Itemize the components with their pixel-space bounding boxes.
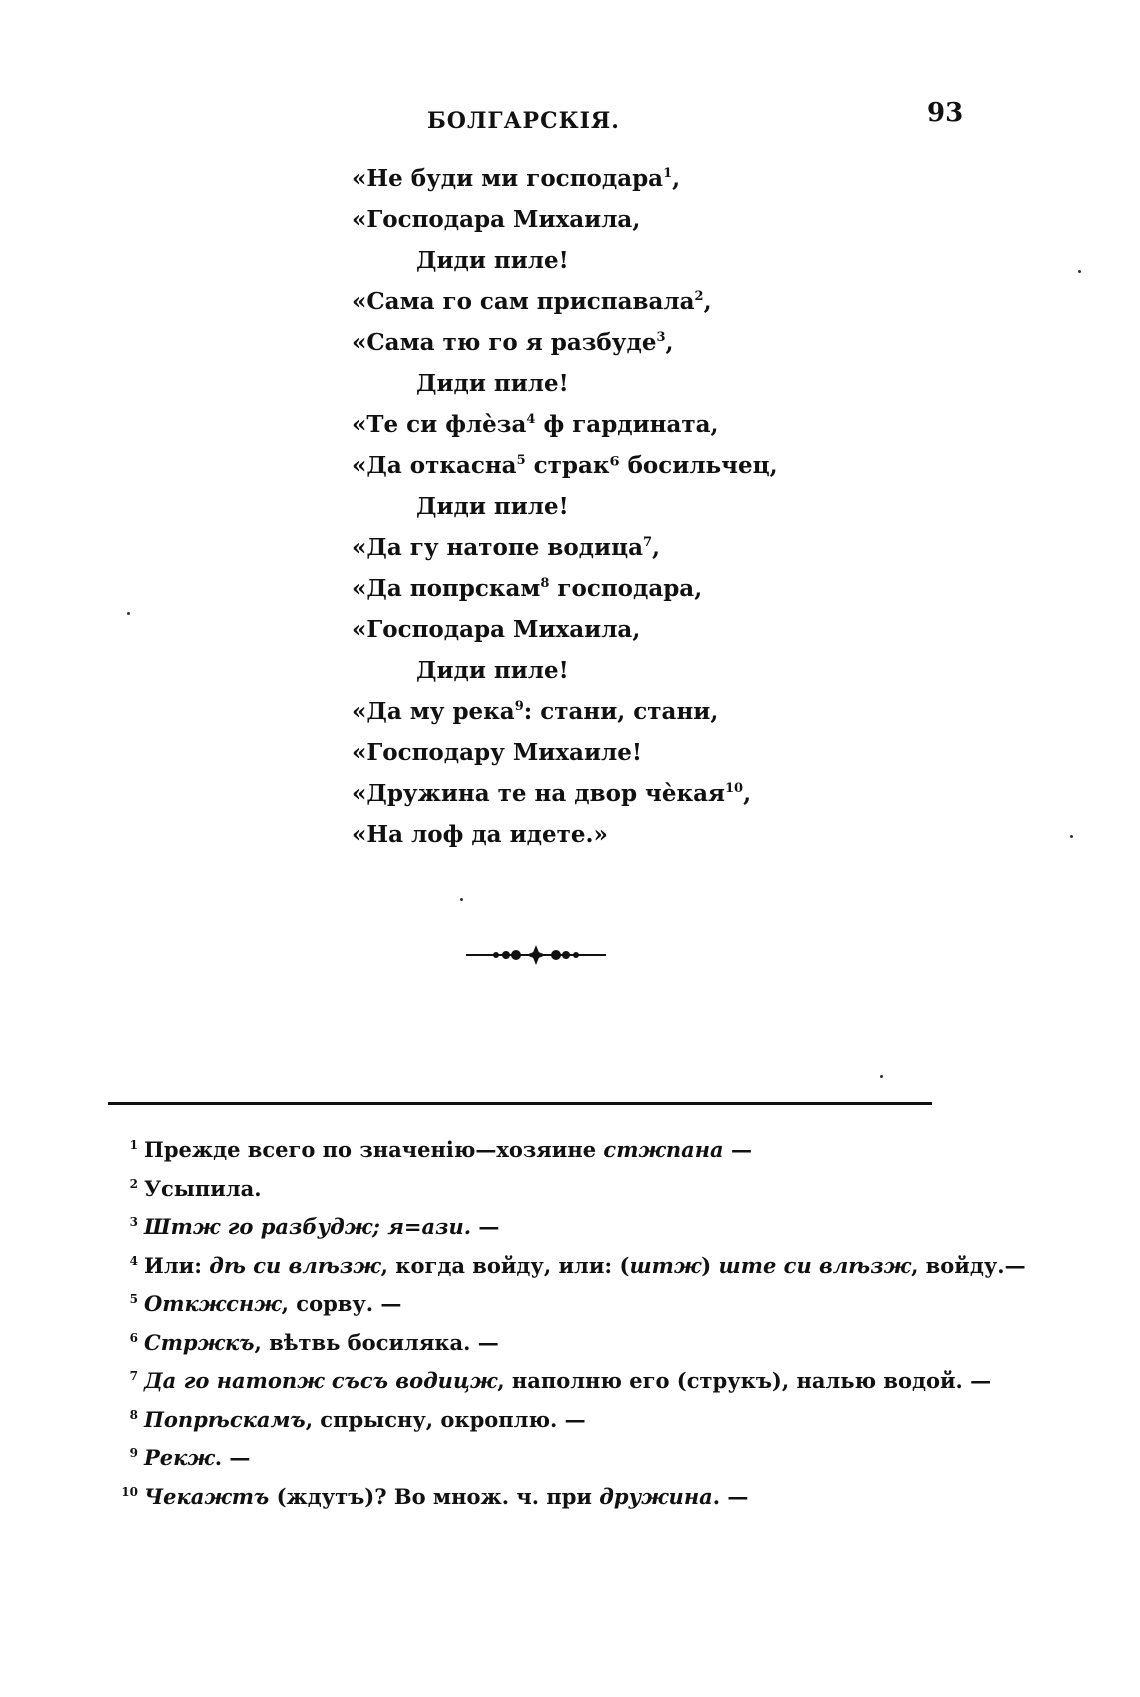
poem-refrain-line <box>352 650 912 691</box>
poem-line-text: Диди пиле! <box>416 493 569 520</box>
poem-line-text: «Да гу натопе водица <box>352 534 643 561</box>
footnote-text: . — <box>214 1445 251 1470</box>
footnote-item <box>112 1280 992 1319</box>
poem-line-text: «Господара Михаила, <box>352 616 641 643</box>
poem-line-tail: страк⁶ босильчец, <box>525 452 778 479</box>
poem-line-tail: , <box>703 288 712 315</box>
footnote-number: 1 <box>129 1138 138 1152</box>
footnote-marker: 4 <box>526 412 536 427</box>
print-speck <box>127 612 130 615</box>
poem-line-text: «Господара Михаила, <box>352 206 641 233</box>
poem-line-tail: , <box>743 780 752 807</box>
footnote-item <box>112 1434 992 1473</box>
footnote-text: . — <box>712 1483 749 1509</box>
print-speck <box>880 1075 883 1078</box>
footnote-marker: 3 <box>656 330 666 345</box>
footnote-number: 2 <box>129 1176 138 1191</box>
ornament-divider-icon <box>466 944 606 966</box>
poem-refrain-line <box>352 363 912 404</box>
footnote-item <box>112 1396 992 1435</box>
footnote-number: 8 <box>129 1407 138 1422</box>
footnote-italic-text: дружина <box>599 1483 713 1509</box>
footnote-marker: 10 <box>725 781 744 796</box>
footnote-number: 5 <box>129 1292 138 1306</box>
poem-line-text: «Да му река <box>352 698 515 725</box>
footnote-text: — <box>723 1137 752 1162</box>
footnote-item <box>112 1473 992 1512</box>
footnote-italic-text: Рекж <box>144 1445 215 1470</box>
poem-line-text: Диди пиле! <box>416 247 569 274</box>
poem-line-text: «Не буди ми господара <box>352 165 664 192</box>
poem-line <box>352 322 912 363</box>
poem-line <box>352 814 912 855</box>
footnote-text: , когда войду, или: ( <box>380 1252 630 1278</box>
footnote-item <box>112 1165 992 1204</box>
poem-line <box>352 568 912 609</box>
poem-line-tail: , <box>665 329 674 356</box>
print-speck <box>1078 270 1081 273</box>
poem-line <box>352 199 912 240</box>
footnote-text: (ждутъ)? Во множ. ч. при <box>269 1483 600 1509</box>
footnote-item <box>112 1126 992 1165</box>
poem-refrain-line <box>352 240 912 281</box>
footnote-marker: 8 <box>540 576 550 591</box>
footnote-text: , вѣтвь босиляка. — <box>254 1329 499 1355</box>
poem-line <box>352 404 912 445</box>
footnote-italic-text: Попрѣскамъ <box>144 1406 306 1432</box>
poem-line-tail: , <box>652 534 661 561</box>
footnote-text: , спрысну, окроплю. — <box>305 1406 586 1432</box>
poem-refrain-line <box>352 486 912 527</box>
poem-text <box>352 158 912 855</box>
footnote-italic-text: штж <box>629 1252 702 1278</box>
footnote-italic-text: ште си влѣзж <box>718 1252 912 1278</box>
footnote-number: 7 <box>129 1369 138 1383</box>
footnote-item <box>112 1319 992 1358</box>
footnote-italic-text: стжпана <box>603 1137 724 1162</box>
footnote-number: 4 <box>129 1253 138 1268</box>
footnote-italic-text: дѣ си влѣзж <box>209 1252 381 1278</box>
footnote-marker: 7 <box>642 535 653 550</box>
poem-line-text: «Господару Михаиле! <box>352 739 642 766</box>
footnote-italic-text: Да го натопж съсъ водицж <box>144 1368 498 1393</box>
footnote-text: — <box>471 1214 500 1239</box>
poem-line-tail: ф гардината, <box>535 411 719 438</box>
poem-line <box>352 773 912 814</box>
poem-line-text: «Дружина те на двор чѐкая <box>352 780 726 807</box>
footnote-item <box>112 1203 992 1242</box>
footnote-italic-text: Стржкъ <box>144 1329 255 1355</box>
footnote-text: ) <box>701 1252 719 1278</box>
footnote-marker: 9 <box>514 699 524 714</box>
poem-line-tail: господара, <box>549 575 703 602</box>
footnote-italic-text: Чекажтъ <box>144 1483 270 1509</box>
running-header: БОЛГАРСКІЯ. <box>427 108 620 134</box>
footnote-text: Усыпила. <box>144 1175 262 1201</box>
poem-line <box>352 281 912 322</box>
poem-line-tail: , <box>672 165 681 192</box>
print-speck <box>1070 835 1073 838</box>
footnote-text: , войду.— <box>911 1252 1026 1278</box>
poem-line <box>352 609 912 650</box>
footnote-item <box>112 1242 1026 1281</box>
footnote-italic-text: Штж го разбудж; я=ази. <box>144 1214 472 1239</box>
page-number: 93 <box>927 98 964 128</box>
footnote-item <box>112 1357 992 1396</box>
footnote-text: Или: <box>144 1252 210 1278</box>
footnote-text: Прежде всего по значенію—хозяине <box>144 1137 604 1162</box>
footnote-marker: 2 <box>694 289 704 304</box>
footnote-marker: 5 <box>516 453 526 468</box>
poem-line-text: «Сама тю го я разбуде <box>352 329 657 356</box>
poem-line-text: «Да попрскам <box>352 575 541 602</box>
footnote-italic-text: Откжснж <box>144 1291 282 1316</box>
poem-line <box>352 732 912 773</box>
footnotes <box>112 1126 1026 1511</box>
footnote-number: 6 <box>129 1330 138 1345</box>
poem-line-text: Диди пиле! <box>416 370 569 397</box>
poem-line-text: «Да откасна <box>352 452 517 479</box>
footnote-marker: 1 <box>663 166 673 181</box>
poem-line <box>352 527 912 568</box>
poem-line-text: «Те си флѐза <box>352 411 527 438</box>
poem-line-text: «На лоф да идете.» <box>352 821 608 848</box>
footnote-text: , наполню его (струкъ), налью водой. — <box>497 1368 992 1393</box>
footnote-number: 10 <box>121 1484 138 1499</box>
poem-line <box>352 445 912 486</box>
poem-line-text: «Сама го сам приспавала <box>352 288 695 315</box>
footnote-rule <box>108 1102 932 1105</box>
footnote-text: , сорву. — <box>281 1291 402 1316</box>
footnote-number: 9 <box>129 1446 138 1460</box>
poem-line <box>352 691 912 732</box>
print-speck <box>460 898 463 901</box>
footnote-number: 3 <box>129 1215 138 1229</box>
poem-line-tail: : стани, стани, <box>523 698 719 725</box>
poem-line <box>352 158 912 199</box>
poem-line-text: Диди пиле! <box>416 657 569 684</box>
